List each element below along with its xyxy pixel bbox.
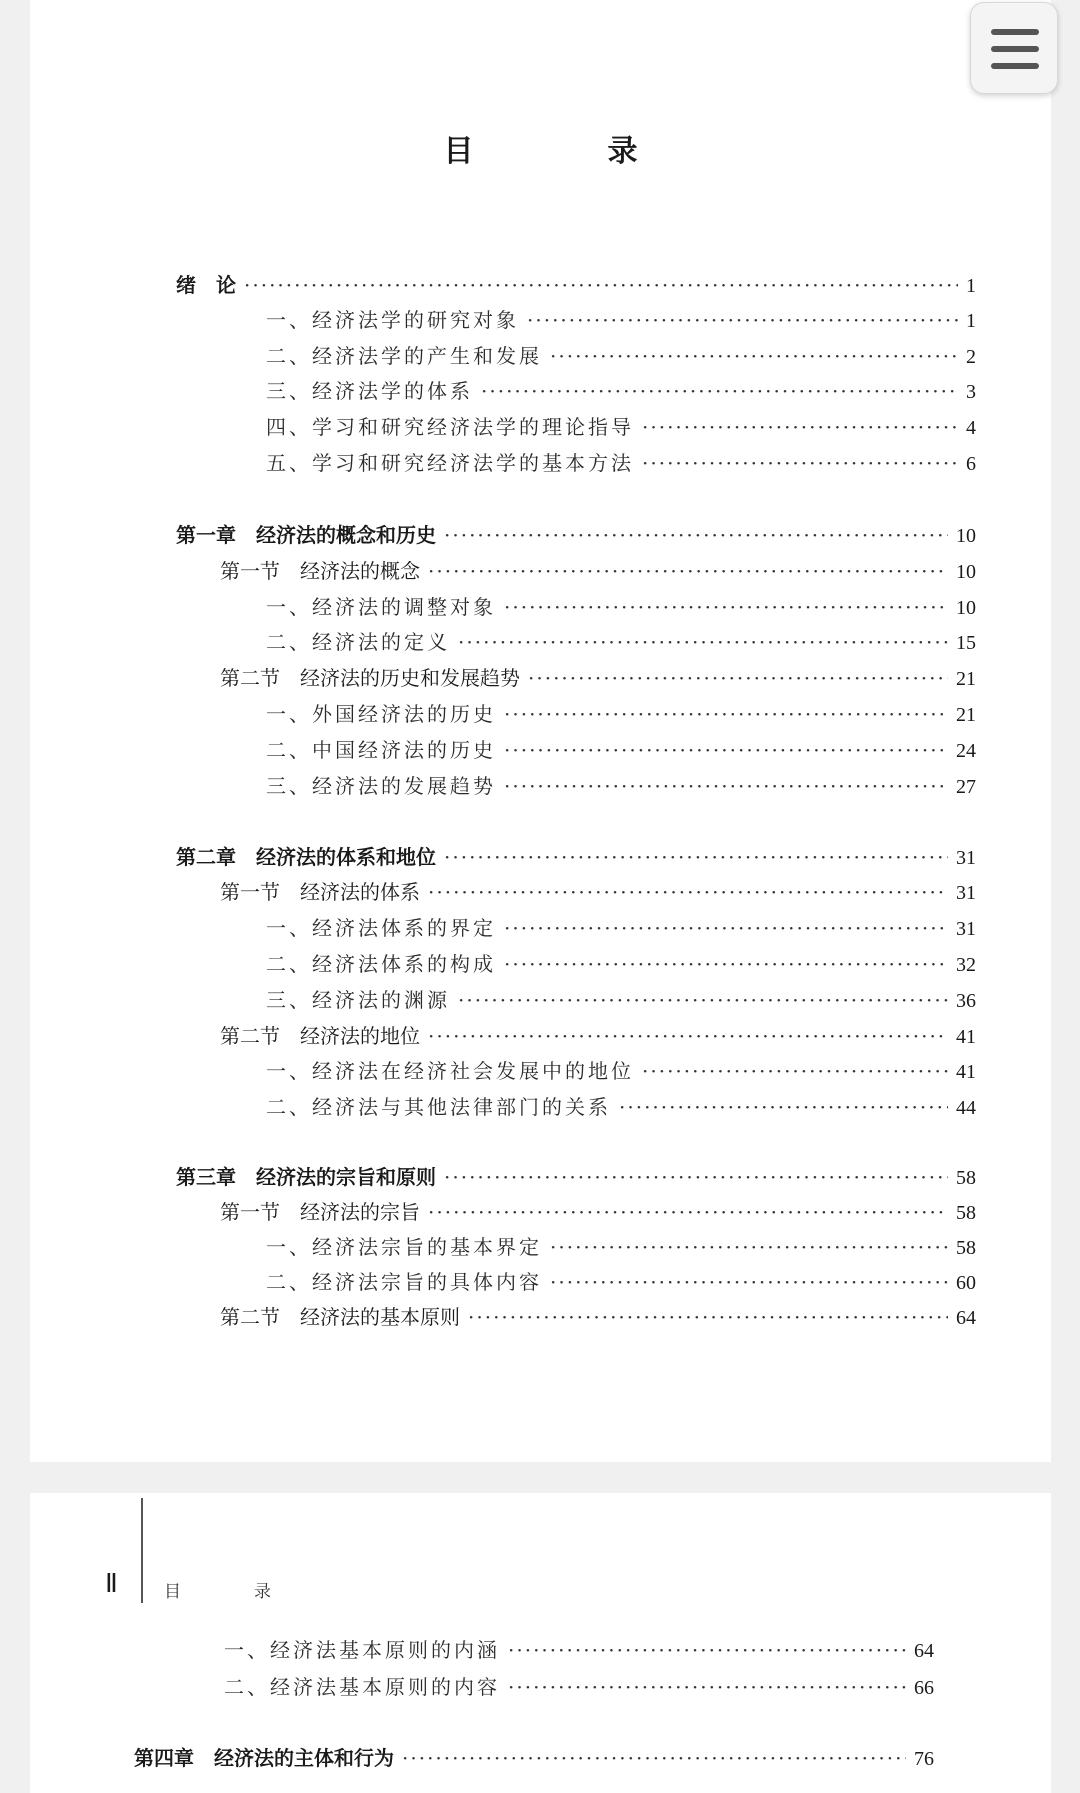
toc-entry-label: 第二章 经济法的体系和地位: [176, 845, 436, 869]
toc-entry-page: 24: [956, 740, 976, 762]
toc-entry-label: 三、经济法的发展趋势: [266, 774, 496, 798]
leader-dots: [444, 1162, 948, 1192]
toc-entry-label: 二、经济法与其他法律部门的关系: [266, 1095, 611, 1119]
leader-dots: [504, 949, 948, 979]
toc-entry-page: 60: [956, 1272, 976, 1294]
toc-entry-label: 一、经济法体系的界定: [266, 916, 496, 940]
toc-entry-page: 32: [956, 954, 976, 976]
toc-entry-label: 第一章 经济法的概念和历史: [176, 523, 436, 547]
leader-dots: [504, 771, 948, 801]
toc-entry-label: 第二节 经济法的历史和发展趋势: [220, 666, 520, 690]
leader-dots: [428, 556, 948, 586]
toc-entry-label: 三、经济法的渊源: [266, 988, 450, 1012]
menu-button[interactable]: [970, 2, 1058, 94]
toc-entry-page: 44: [956, 1097, 976, 1119]
toc-entry-label: 第一节 经济法的体系: [220, 880, 420, 904]
toc-entry-label: 二、经济法基本原则的内容: [224, 1675, 500, 1699]
toc-entry-label: 三、经济法学的体系: [266, 379, 473, 403]
toc-chapter-4[interactable]: [134, 1743, 934, 1773]
toc-entry[interactable]: [266, 448, 976, 478]
toc-entry-label: 第三章 经济法的宗旨和原则: [176, 1165, 436, 1189]
leader-dots: [504, 735, 948, 765]
toc-entry-page: 1: [966, 310, 976, 332]
leader-dots: [428, 1197, 948, 1227]
toc-entry-page: 3: [966, 381, 976, 403]
toc-chapter-2[interactable]: [176, 842, 976, 872]
leader-dots: [550, 1232, 948, 1262]
toc-entry[interactable]: [266, 412, 976, 442]
toc-entry-page: 76: [914, 1748, 934, 1770]
page-number-roman: Ⅱ: [105, 1569, 118, 1598]
toc-section[interactable]: [220, 1302, 976, 1332]
toc-section[interactable]: [220, 556, 976, 586]
leader-dots: [504, 699, 948, 729]
leader-dots: [508, 1672, 906, 1702]
leader-dots: [550, 341, 958, 371]
toc-section[interactable]: [220, 663, 976, 693]
toc-entry-intro[interactable]: [176, 270, 976, 300]
leader-dots: [481, 376, 958, 406]
toc-entry-page: 21: [956, 704, 976, 726]
toc-entry-page: 6: [966, 453, 976, 475]
toc-entry-label: 第一节 经济法的宗旨: [220, 1200, 420, 1224]
toc-entry-label: 二、中国经济法的历史: [266, 738, 496, 762]
toc-entry-label: 一、经济法在经济社会发展中的地位: [266, 1059, 634, 1083]
leader-dots: [619, 1092, 948, 1122]
toc-entry[interactable]: [224, 1635, 934, 1665]
toc-page-2: [30, 1493, 1051, 1793]
toc-entry[interactable]: [266, 341, 976, 371]
toc-section[interactable]: [220, 1197, 976, 1227]
toc-entry-page: 58: [956, 1167, 976, 1189]
toc-entry[interactable]: [266, 305, 976, 335]
toc-entry-page: 10: [956, 525, 976, 547]
toc-entry-page: 4: [966, 417, 976, 439]
leader-dots: [458, 985, 948, 1015]
toc-entry-label: 一、经济法宗旨的基本界定: [266, 1235, 542, 1259]
toc-entry-page: 1: [966, 275, 976, 297]
toc-entry-label: 第二节 经济法的基本原则: [220, 1305, 460, 1329]
leader-dots: [468, 1302, 948, 1332]
running-header: 目 录: [164, 1582, 299, 1602]
toc-chapter-3[interactable]: [176, 1162, 976, 1192]
toc-entry[interactable]: [266, 1056, 976, 1086]
toc-entry[interactable]: [266, 376, 976, 406]
toc-entry[interactable]: [266, 985, 976, 1015]
leader-dots: [444, 520, 948, 550]
toc-entry-page: 31: [956, 882, 976, 904]
toc-entry[interactable]: [266, 1267, 976, 1297]
leader-dots: [642, 1056, 948, 1086]
toc-entry[interactable]: [266, 592, 976, 622]
toc-entry-page: 64: [914, 1640, 934, 1662]
leader-dots: [528, 663, 948, 693]
toc-entry-label: 第二节 经济法的地位: [220, 1024, 420, 1048]
header-rule: [141, 1498, 143, 1603]
hamburger-menu-icon-bar: [991, 46, 1039, 52]
toc-entry-page: 31: [956, 847, 976, 869]
toc-entry-label: 二、经济法的定义: [266, 630, 450, 654]
toc-entry-page: 2: [966, 346, 976, 368]
leader-dots: [402, 1743, 906, 1773]
toc-entry-label: 第一节 经济法的概念: [220, 559, 420, 583]
toc-entry-label: 第四章 经济法的主体和行为: [134, 1746, 394, 1770]
toc-entry-page: 66: [914, 1677, 934, 1699]
toc-entry-page: 41: [956, 1061, 976, 1083]
toc-entry-label: 二、经济法体系的构成: [266, 952, 496, 976]
toc-entry-label: 四、学习和研究经济法学的理论指导: [266, 415, 634, 439]
leader-dots: [508, 1635, 906, 1665]
toc-entry-label: 二、经济法学的产生和发展: [266, 344, 542, 368]
toc-entry-label: 绪 论: [176, 273, 236, 297]
leader-dots: [444, 842, 948, 872]
leader-dots: [428, 877, 948, 907]
toc-entry[interactable]: [266, 771, 976, 801]
toc-chapter-1[interactable]: [176, 520, 976, 550]
toc-entry-page: 36: [956, 990, 976, 1012]
toc-entry[interactable]: [266, 1232, 976, 1262]
toc-entry-label: 二、经济法宗旨的具体内容: [266, 1270, 542, 1294]
toc-entry-page: 41: [956, 1026, 976, 1048]
toc-entry[interactable]: [266, 913, 976, 943]
toc-page-1: [30, 0, 1051, 1462]
toc-entry[interactable]: [266, 949, 976, 979]
toc-title: 目 录: [443, 134, 690, 169]
toc-section[interactable]: [220, 877, 976, 907]
toc-entry[interactable]: [266, 627, 976, 657]
leader-dots: [642, 448, 958, 478]
leader-dots: [642, 412, 958, 442]
leader-dots: [458, 627, 948, 657]
toc-entry-label: 五、学习和研究经济法学的基本方法: [266, 451, 634, 475]
toc-entry-page: 15: [956, 632, 976, 654]
leader-dots: [527, 305, 958, 335]
leader-dots: [550, 1267, 948, 1297]
toc-entry-label: 一、外国经济法的历史: [266, 702, 496, 726]
hamburger-menu-icon-bar: [991, 63, 1039, 69]
toc-entry-page: 64: [956, 1307, 976, 1329]
leader-dots: [504, 913, 948, 943]
leader-dots: [504, 592, 948, 622]
hamburger-menu-icon: [991, 29, 1039, 35]
toc-section[interactable]: [220, 1021, 976, 1051]
toc-entry[interactable]: [266, 735, 976, 765]
toc-entry-page: 21: [956, 668, 976, 690]
toc-entry-page: 10: [956, 561, 976, 583]
toc-entry-page: 27: [956, 776, 976, 798]
toc-entry[interactable]: [266, 1092, 976, 1122]
toc-entry-page: 31: [956, 918, 976, 940]
toc-entry-label: 一、经济法学的研究对象: [266, 308, 519, 332]
leader-dots: [428, 1021, 948, 1051]
leader-dots: [244, 270, 958, 300]
toc-entry[interactable]: [266, 699, 976, 729]
toc-entry-page: 58: [956, 1202, 976, 1224]
toc-entry[interactable]: [224, 1672, 934, 1702]
toc-entry-label: 一、经济法基本原则的内涵: [224, 1638, 500, 1662]
toc-entry-page: 10: [956, 597, 976, 619]
toc-entry-page: 58: [956, 1237, 976, 1259]
toc-entry-label: 一、经济法的调整对象: [266, 595, 496, 619]
